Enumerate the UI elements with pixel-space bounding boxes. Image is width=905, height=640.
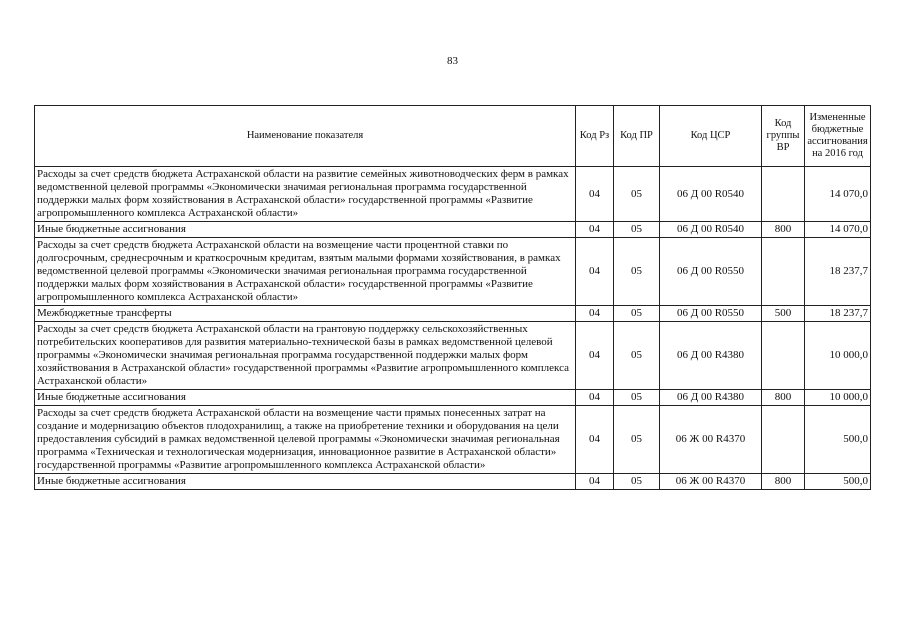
row-csr: 06 Д 00 R0540 [660, 222, 762, 238]
row-pr: 05 [614, 167, 660, 222]
page-number: 83 [447, 55, 458, 67]
row-pr: 05 [614, 474, 660, 490]
table-row [35, 474, 871, 490]
row-rz: 04 [576, 406, 614, 474]
budget-table [34, 105, 871, 490]
row-csr: 06 Д 00 R0550 [660, 238, 762, 306]
row-rz: 04 [576, 238, 614, 306]
row-vr [762, 167, 805, 222]
row-vr: 800 [762, 474, 805, 490]
row-csr: 06 Д 00 R0540 [660, 167, 762, 222]
row-csr: 06 Д 00 R4380 [660, 390, 762, 406]
table-row [35, 322, 871, 390]
header-pr: Код ПР [614, 106, 660, 167]
row-rz: 04 [576, 167, 614, 222]
row-name: Расходы за счет средств бюджета Астраханской области на развитие семейных животноводческих ферм в рамках ведомственной целевой программы «Экономически значимая региональная программа государственной поддержки малых форм хозяйствования в Астраханской области» государственной программы «Развитие агропромышленного комплекса Астраханской области» [35, 167, 576, 222]
row-name: Иные бюджетные ассигнования [35, 474, 576, 490]
table-row [35, 222, 871, 238]
row-name: Расходы за счет средств бюджета Астраханской области на возмещение части процентной ставки по долгосрочным, среднесрочным и краткосрочным кредитам, взятым малыми формами хозяйствования, в рамках ведомственной целевой программы «Экономически значимая региональная программа государственной поддержки малых форм хозяйствования в Астраханской области» государственной программы «Развитие агропромышленного комплекса Астраханской области» [35, 238, 576, 306]
row-csr: 06 Д 00 R0550 [660, 306, 762, 322]
row-name: Иные бюджетные ассигнования [35, 390, 576, 406]
table-row [35, 390, 871, 406]
row-pr: 05 [614, 238, 660, 306]
row-amount: 18 237,7 [805, 306, 871, 322]
row-amount: 18 237,7 [805, 238, 871, 306]
row-amount: 10 000,0 [805, 390, 871, 406]
header-amount: Измененные бюджетные ассигнования на 2016 год [805, 106, 871, 167]
row-name: Расходы за счет средств бюджета Астраханской области на возмещение части прямых понесенных затрат на создание и модернизацию объектов плодохранилищ, а также на приобретение техники и оборудования на цели предоставления субсидий в рамках ведомственной целевой программы «Экономически значимая региональная программа «Техническая и технологическая модернизация, инновационное развитие в Астраханской области» государственной программы «Развитие агропромышленного комплекса Астраханской области» [35, 406, 576, 474]
table-row [35, 406, 871, 474]
table-row [35, 306, 871, 322]
header-vr: Код группы ВР [762, 106, 805, 167]
row-name: Иные бюджетные ассигнования [35, 222, 576, 238]
row-csr: 06 Д 00 R4380 [660, 322, 762, 390]
row-pr: 05 [614, 222, 660, 238]
row-pr: 05 [614, 390, 660, 406]
header-rz: Код Рз [576, 106, 614, 167]
row-name: Межбюджетные трансферты [35, 306, 576, 322]
row-csr: 06 Ж 00 R4370 [660, 406, 762, 474]
table-row [35, 238, 871, 306]
row-amount: 10 000,0 [805, 322, 871, 390]
row-amount: 500,0 [805, 474, 871, 490]
row-vr [762, 406, 805, 474]
header-csr: Код ЦСР [660, 106, 762, 167]
row-pr: 05 [614, 322, 660, 390]
row-name: Расходы за счет средств бюджета Астраханской области на грантовую поддержку сельскохозяйственных потребительских кооперативов для развития материально-технической базы в рамках ведомственной целевой программы «Экономически значимая региональная программа государственной поддержки малых форм хозяйствования в Астраханской области» государственной программы «Развитие агропромышленного комплекса Астраханской области» [35, 322, 576, 390]
header-name: Наименование показателя [35, 106, 576, 167]
row-vr: 800 [762, 390, 805, 406]
row-vr: 500 [762, 306, 805, 322]
row-pr: 05 [614, 306, 660, 322]
row-csr: 06 Ж 00 R4370 [660, 474, 762, 490]
header-row [35, 106, 871, 167]
row-rz: 04 [576, 474, 614, 490]
row-rz: 04 [576, 306, 614, 322]
table-row [35, 167, 871, 222]
row-vr [762, 322, 805, 390]
row-vr [762, 238, 805, 306]
row-vr: 800 [762, 222, 805, 238]
row-rz: 04 [576, 322, 614, 390]
row-rz: 04 [576, 390, 614, 406]
row-rz: 04 [576, 222, 614, 238]
row-amount: 500,0 [805, 406, 871, 474]
row-pr: 05 [614, 406, 660, 474]
row-amount: 14 070,0 [805, 222, 871, 238]
row-amount: 14 070,0 [805, 167, 871, 222]
